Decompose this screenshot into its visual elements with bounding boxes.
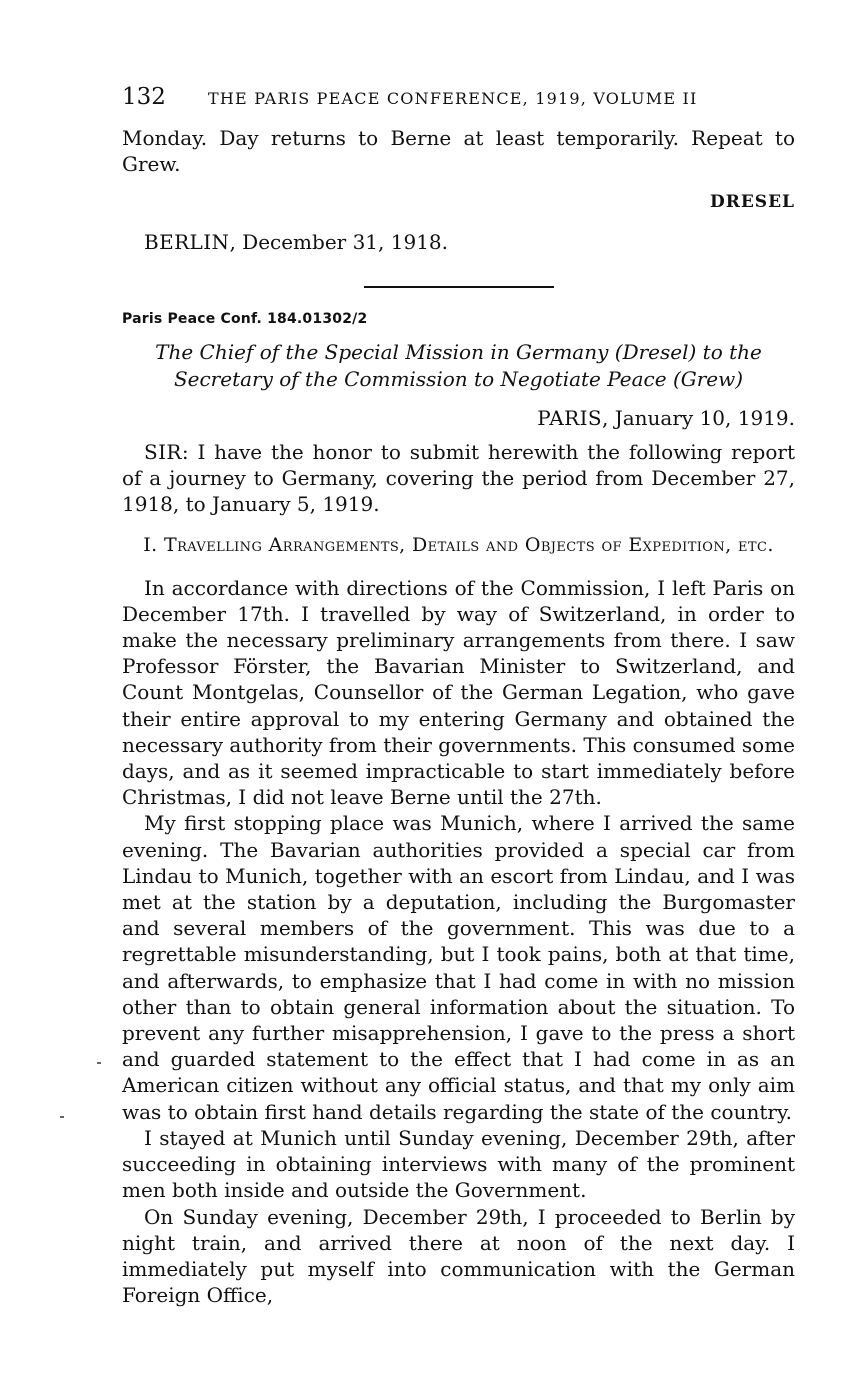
body-paragraph: In accordance with directions of the Commission, I left Paris on December 17th. I travelled by way of Switzerland, in order to make the necessary preliminary arrangements from there. I saw Professor Förster, the Bavarian Minister to Switzerland, and Count Montgelas, Counsellor of the German Legation, who gave their entire approval to my entering Germany and obtained the necessary authority from their governments. This consumed some days, and as it seemed impracticable to start immediately before Christmas, I did not leave Berne until the 27th. [122, 575, 795, 810]
document-page [122, 84, 795, 1308]
body-paragraph: On Sunday evening, December 29th, I proceeded to Berlin by night train, and arrived there at noon of the next day. I immediately put myself into communication with the German Foreign Office, [122, 1204, 795, 1308]
dateline-place: PARIS [537, 405, 603, 430]
previous-letter-dateline [122, 229, 795, 255]
salutation: SIR [144, 440, 182, 465]
running-title: THE PARIS PEACE CONFERENCE, 1919, VOLUME II [208, 89, 698, 108]
previous-letter-closing: Monday. Day returns to Berne at least temporarily. Repeat to Grew. [122, 126, 795, 177]
dateline-place: BERLIN [144, 229, 230, 254]
file-reference: Paris Peace Conf. 184.01302/2 [122, 310, 368, 327]
body-paragraph: My first stopping place was Munich, where I arrived the same evening. The Bavarian authorities provided a special car from Lindau to Munich, together with an escort from Lindau, and I was met at the station by a deputation, including the Burgomaster and several members of the government. This was due to a regrettable misunderstanding, but I took pains, both at that time, and afterwards, to emphasize that I had come in with no mission other than to obtain general information about the situation. To prevent any further misapprehension, I gave to the press a short and guarded statement to the effect that I had come in as an American citizen without any official status, and that my only aim was to obtain first hand details regarding the state of the country. [122, 811, 795, 1124]
document-title: The Chief of the Special Mission in Germany (Dresel) to the Secretary of the Commission to Negotiate Peace (Grew) [155, 339, 762, 391]
scan-speck [97, 1062, 101, 1064]
body-paragraph: I stayed at Munich until Sunday evening, December 29th, after succeeding in obtaining interviews with many of the prominent men both inside and outside the Government. [122, 1125, 795, 1203]
intro-text: : I have the honor to submit herewith the following report of a journey to Germany, covering the period from December 27, 1918, to January 5, 1919. [122, 440, 795, 517]
salutation-paragraph [122, 439, 795, 518]
dateline-date: , January 10, 1919. [602, 405, 795, 430]
page-header [122, 84, 795, 110]
document-dateline [122, 405, 795, 431]
signature: DRESEL [709, 192, 795, 213]
section-heading: I. Travelling Arrangements, Details and Objects of Expedition, etc. [143, 533, 774, 556]
separator-rule [364, 286, 554, 288]
dateline-date: , December 31, 1918. [229, 229, 449, 254]
page-number: 132 [122, 84, 166, 110]
scan-speck [60, 1116, 64, 1118]
